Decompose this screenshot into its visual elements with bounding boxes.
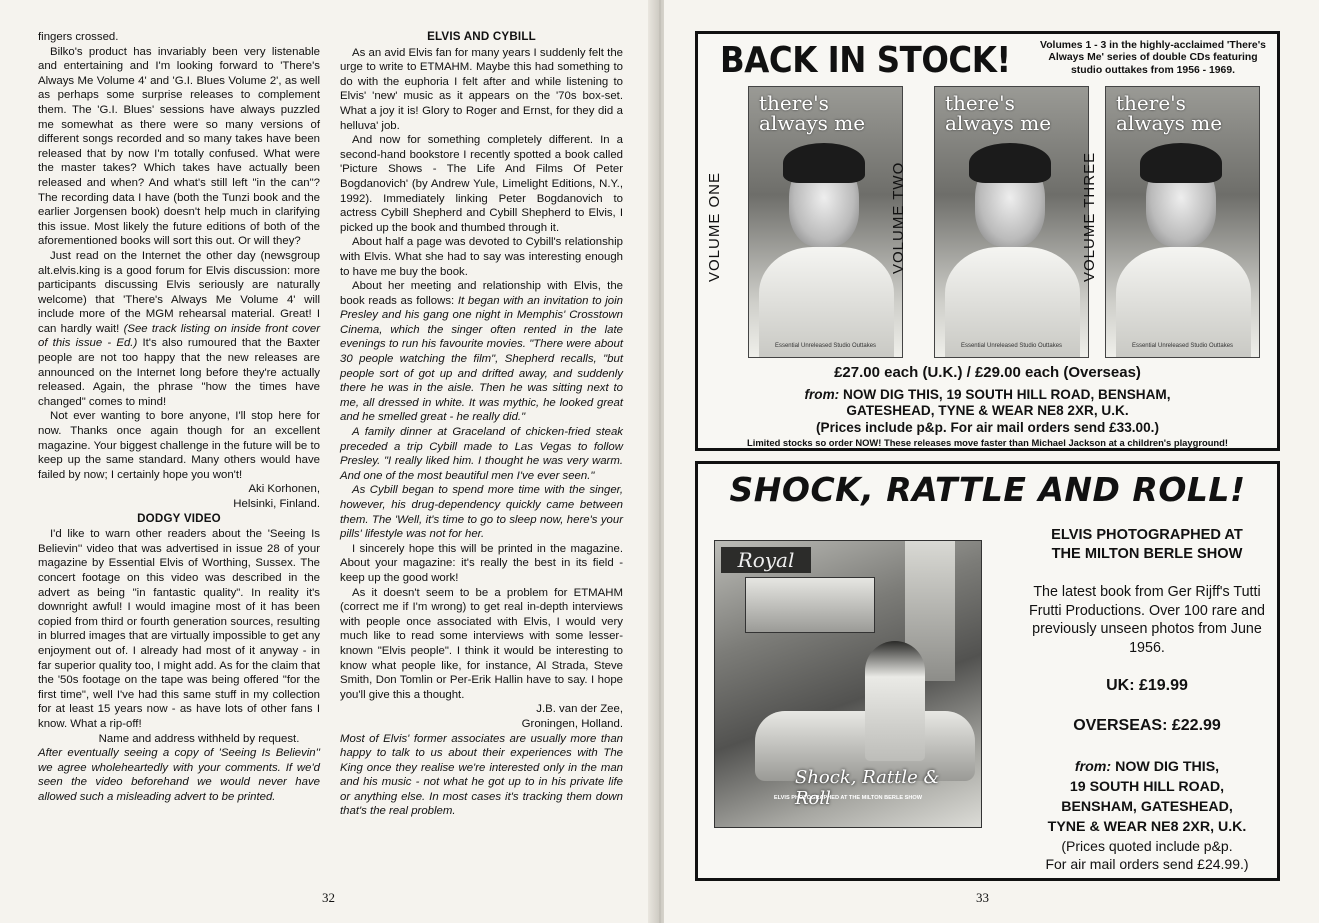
volume-label: VOLUME THREE	[1081, 151, 1098, 282]
section-heading-dodgy-video: DODGY VIDEO	[137, 511, 221, 525]
book-quote: As Cybill began to spend more time with the singer, however, his drug-dependency quickly came between them. The 'Well, it's time to go to sleep now, here's your pills' lifestyle was not for her.	[340, 484, 623, 541]
cd-cover-volume-three	[1105, 86, 1260, 358]
from-label: from:	[1074, 759, 1112, 775]
ad-headline: SHOCK, RATTLE AND ROLL!	[729, 470, 1246, 509]
address-line: NOW DIG THIS, 19 SOUTH HILL ROAD, BENSHAM,	[843, 387, 1171, 402]
cover-figure-shirt	[945, 247, 1080, 358]
paragraph: As an avid Elvis fan for many years I suddenly felt the urge to write to ETMAHM. Maybe this had something to do with the euphoria I felt after and while listening to Elvis' 'new' music as it appears on the '70s box-set. What a joy it is! Glory to Roger and Ernst, for they did a helluva' job.	[340, 46, 623, 132]
cover-title-line: always me	[945, 111, 1052, 135]
ad-subhead	[1016, 526, 1278, 563]
shock-rattle-roll-ad	[695, 461, 1280, 881]
cover-title-line: always me	[759, 111, 866, 135]
paragraph: And now for something completely different. In a second-hand bookstore I recently spotted a book called 'Picture Shows - The Life And Films Of Peter Bogdanovich' (by Andrew Yule, Limelight Editions, N.Y., 1992). Immediately linking Peter Bogdanovich to actress Cybill Shepherd and Cybill Shepherd to Elvis, I picked up the book and thumbed through it.	[340, 134, 623, 234]
note-line: For air mail orders send £24.99.)	[1045, 856, 1249, 872]
cd-cover-volume-one	[748, 86, 903, 358]
cover-figure-hair	[969, 143, 1051, 183]
paragraph	[340, 279, 623, 425]
back-in-stock-ad	[695, 31, 1280, 451]
paragraph: Not ever wanting to bore anyone, I'll stop here for now. Thanks once again though for an excellent magazine. Your biggest challenge in the future will be to keep up the same standard. Many others would have failed by now; I certainly hope you won't!	[38, 410, 320, 481]
paragraph: Bilko's product has invariably been very listenable and entertaining and I'm looking forward to 'There's Always Me Volume 4' and 'G.I. Blues Volume 2', as well as perhaps some surprise releases to complement them. The 'G.I. Blues' sessions have always puzzled me somewhat as there were so many versions of different songs recorded and so many takes have been released that by now I'm totally confused. What were the master takes? Which takes have actually been released and when? And what's still left "in the can"? The recording data I have (both the Tunzi book and the earlier Jorgensen book) doesn't help much in clarifying this issue. Most likely the future editions of both of the aforementioned books will sort this out. Or will they?	[38, 45, 320, 248]
paragraph: About half a page was devoted to Cybill's relationship with Elvis. What she had to say was interesting enough to have me buy the book.	[340, 236, 623, 278]
book-cover-photo	[714, 540, 982, 828]
ad-note: Limited stocks so order NOW! These releases move faster than Michael Jackson at a children's playground!	[746, 437, 1229, 448]
signature-place: Groningen, Holland.	[521, 717, 623, 730]
editor-reply-text: Most of Elvis' former associates are usually more than happy to talk to us about their experiences with The King once they realise we're interested only in the man and his music - not what he got up to in his private life or anything else. In most cases it's tracking them down that's the real problem.	[340, 732, 623, 818]
left-page	[0, 0, 655, 923]
ad-address	[1016, 757, 1278, 837]
cover-footer: Essential Unreleased Studio Outtakes	[1131, 343, 1234, 349]
page-number-left: 32	[322, 890, 335, 905]
cover-figure-hair	[1140, 143, 1222, 183]
section-heading-elvis-and-cybill: ELVIS AND CYBILL	[427, 30, 536, 43]
paragraph: fingers crossed.	[38, 31, 119, 43]
cover-figure-shirt	[759, 247, 894, 358]
cover-figure-hair	[783, 143, 865, 183]
address-line: (Prices include p&p. For air mail orders send £33.00.)	[816, 419, 1159, 435]
signature-place: Helsinki, Finland.	[233, 498, 320, 510]
address-line: GATESHEAD, TYNE & WEAR NE8 2XR, U.K.	[846, 403, 1129, 419]
note-line: (Prices quoted include p&p.	[1061, 838, 1233, 854]
editor-reply-text: After eventually seeing a copy of 'Seeing Is Believin'' we agree wholeheartedly with your comments. If we'd seen the video beforehand we would never have allowed such a misleading advert to be printed.	[38, 747, 320, 803]
cover-title-line: there's	[945, 91, 1015, 115]
left-column-1	[38, 30, 320, 804]
signature-withheld: Name and address withheld by request.	[98, 732, 300, 745]
ad-description: The latest book from Ger Rijff's Tutti Frutti Productions. Over 100 rare and previously unseen photos from June 1956.	[1028, 584, 1265, 656]
address-line: 19 SOUTH HILL ROAD,	[1069, 779, 1225, 795]
photo-window	[745, 577, 875, 633]
overseas-price: OVERSEAS: £22.99	[1073, 717, 1221, 734]
address-line: BENSHAM, GATESHEAD,	[1061, 799, 1233, 815]
ad-headline: BACK IN STOCK!	[720, 40, 1011, 81]
cover-title	[1116, 93, 1222, 133]
subhead-line: THE MILTON BERLE SHOW	[1051, 545, 1243, 562]
uk-price: UK: £19.99	[1106, 677, 1188, 694]
editor-reply	[38, 746, 320, 804]
ad-note	[1016, 837, 1278, 873]
cover-title-line: there's	[1116, 91, 1186, 115]
from-label: from:	[804, 387, 840, 402]
ad-details	[1016, 526, 1278, 873]
ad-price: £27.00 each (U.K.) / £29.00 each (Overseas)	[834, 364, 1141, 381]
paragraph	[340, 425, 623, 483]
cover-title	[759, 93, 865, 133]
photo-title: Shock, Rattle & Roll	[795, 767, 940, 809]
paragraph: As it doesn't seem to be a problem for ETMAHM (correct me if I'm wrong) to get real in-depth interviews with people once associated with Elvis, I would very much like to read some interviews with some lesser-known "Elvis people". I think it would be interesting to know what people like, for instance, Al Strada, Steve Smith, Don Tomlin or Per-Erik Hallin have to say. I hope you'll give this a thought.	[340, 586, 623, 701]
paragraph	[38, 249, 320, 410]
book-quote: A family dinner at Graceland of chicken-fried steak preceded a trip Cybill made to Las Vegas to follow Presley. "I really liked him. I thought he was very warm. And one of the most beautiful men I've ever seen."	[340, 426, 623, 482]
book-quote: It began with an invitation to join Presley and his gang one night in Memphis' Crosstown Cinema, which the singer often rented in the late evenings to run his favourite movies. "There were about 30 people watching the film", Shepherd recalls, "but people sort of got up and drifted away, and suddenly there he was in the aisle. Then he was sitting next to me, all dressed in white. It was mythic, he looked great and he smelled great - he really did."	[340, 294, 624, 424]
signature-name: J.B. van der Zee,	[536, 703, 623, 716]
cover-footer: Essential Unreleased Studio Outtakes	[960, 343, 1063, 349]
cover-title-line: always me	[1116, 111, 1223, 135]
paragraph-text: About her meeting and relationship with Elvis, the book reads as follows:	[340, 280, 623, 307]
cd-cover-volume-two	[934, 86, 1089, 358]
editor-note: (See track listing on inside front cover of this issue - Ed.)	[38, 322, 320, 350]
cover-figure-shirt	[1116, 247, 1251, 358]
cover-title	[945, 93, 1051, 133]
cover-title-line: there's	[759, 91, 829, 115]
photo-figure	[865, 641, 925, 761]
paragraph-text: It's also rumoured that the Baxter people are not too happy that the new releases are announced on the Internet long before they're actually released. Again, the phrase "how the times have changed" comes to mind!	[38, 337, 320, 408]
paragraph	[340, 483, 623, 541]
editor-reply	[340, 732, 623, 820]
address-line: TYNE & WEAR NE8 2XR, U.K.	[1047, 819, 1247, 835]
subhead-line: ELVIS PHOTOGRAPHED AT	[1051, 527, 1243, 543]
address-line: NOW DIG THIS,	[1115, 759, 1220, 775]
paragraph: I'd like to warn other readers about the 'Seeing Is Believin'' video that was advertised in issue 28 of your magazine by Essential Elvis of Worthing, Sussex. The concert footage on this video was described in the advert as being "in fantastic quality". In reality it's downright awful! I would imagine most of it has been copied from third or fourth generation sources, resulting in blurred images that are virtually impossible to get any enjoyment out of. I already had most of it anyway - in far superior quality too, I might add. As for the claim that the '50s footage on the tape was being offered "for the first time", well I've had this same stuff in my collection for at least 15 years now - as have lots of other fans I know. What a rip-off!	[38, 528, 320, 730]
volume-label: VOLUME ONE	[706, 171, 723, 282]
volume-label: VOLUME TWO	[890, 161, 907, 274]
signature-name: Aki Korhonen,	[248, 483, 320, 496]
left-column-2	[340, 30, 623, 819]
photo-sign: Royal	[721, 547, 811, 573]
photo-subtitle: ELVIS PHOTOGRAPHED AT THE MILTON BERLE SHOW	[773, 795, 923, 801]
paragraph: I sincerely hope this will be printed in the magazine. About your magazine: it's really the best in its field - keep up the good work!	[340, 542, 623, 584]
cover-footer: Essential Unreleased Studio Outtakes	[774, 343, 877, 349]
ad-blurb: Volumes 1 - 3 in the highly-acclaimed 'There's Always Me' series of double CDs featuring studio outtakes from 1956 - 1969.	[1040, 40, 1266, 76]
page-number-right: 33	[976, 890, 989, 905]
ad-address	[698, 387, 1277, 436]
paragraph-text: Just read on the Internet the other day (newsgroup alt.elvis.king is a good forum for Elvis discussion: more participants discussing Elvis seriously are naturally welcome) that 'There's Always Me Volume 4' will include more of the MGM rehearsal material. Great! I can hardly wait!	[38, 249, 320, 335]
